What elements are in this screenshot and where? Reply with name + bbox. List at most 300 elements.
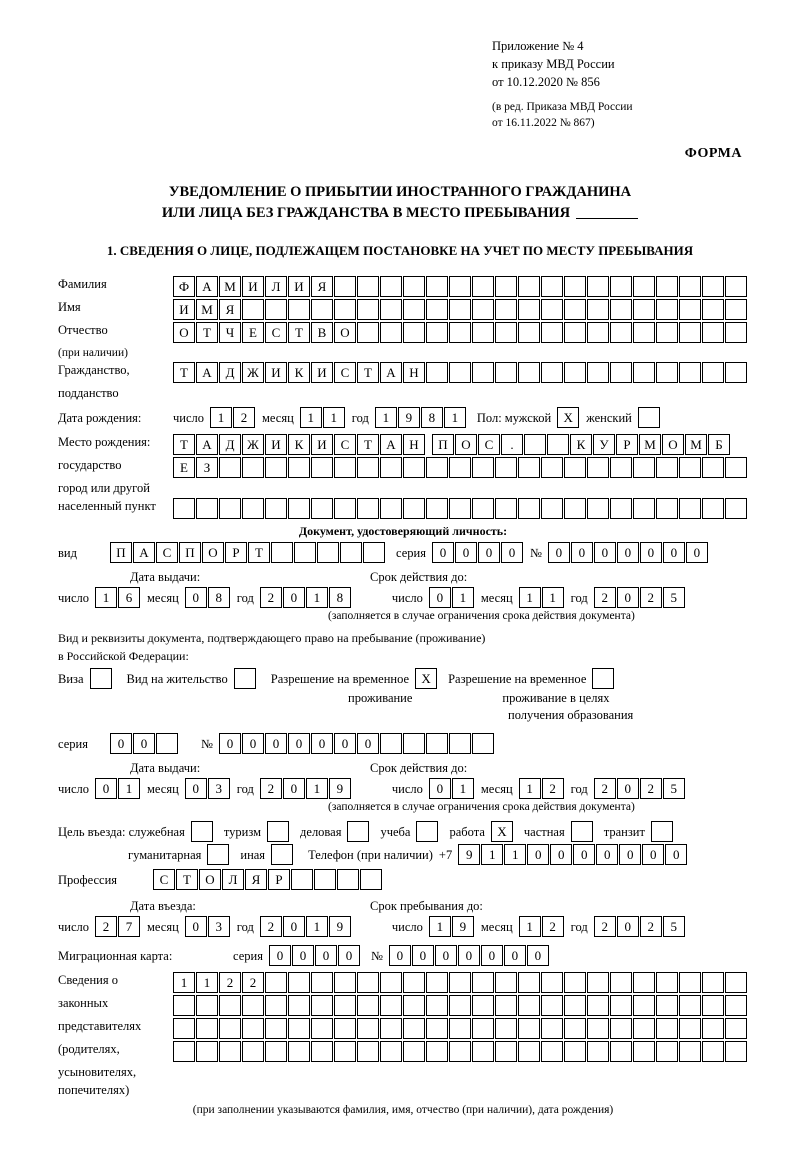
input-migration-number[interactable] [389, 945, 550, 966]
cell[interactable]: П [432, 434, 454, 455]
cell[interactable] [633, 1018, 655, 1039]
cell[interactable]: 2 [640, 587, 662, 608]
cell[interactable] [449, 733, 471, 754]
cell[interactable]: З [196, 457, 218, 478]
cell[interactable] [656, 276, 678, 297]
cell[interactable] [633, 498, 655, 519]
input-doc-valid-year[interactable] [594, 587, 686, 608]
cell[interactable] [357, 276, 379, 297]
cell[interactable]: 0 [219, 733, 241, 754]
cell[interactable]: 1 [519, 587, 541, 608]
cell[interactable]: Ж [242, 362, 264, 383]
cell[interactable] [656, 1041, 678, 1062]
cell[interactable]: Н [403, 434, 425, 455]
cell[interactable]: 0 [288, 733, 310, 754]
cell[interactable] [334, 972, 356, 993]
cell[interactable] [334, 1018, 356, 1039]
cell[interactable] [633, 972, 655, 993]
cell[interactable]: Т [357, 362, 379, 383]
cell[interactable]: 2 [242, 972, 264, 993]
cell[interactable]: К [288, 434, 310, 455]
cell[interactable] [518, 1041, 540, 1062]
cell[interactable] [633, 995, 655, 1016]
cell[interactable]: 1 [306, 778, 328, 799]
cell[interactable] [403, 733, 425, 754]
cell[interactable] [495, 1041, 517, 1062]
input-birth-year[interactable] [375, 407, 467, 428]
cell[interactable] [380, 299, 402, 320]
cell[interactable]: Ф [173, 276, 195, 297]
cell[interactable]: Т [357, 434, 379, 455]
input-permit-issue-day[interactable] [95, 778, 141, 799]
cell[interactable]: Т [196, 322, 218, 343]
cell[interactable]: 0 [501, 542, 523, 563]
cell[interactable]: 1 [118, 778, 140, 799]
cell[interactable]: Т [176, 869, 198, 890]
cell[interactable] [267, 821, 289, 842]
cell[interactable]: 0 [458, 945, 480, 966]
cell[interactable] [495, 457, 517, 478]
cell[interactable] [426, 322, 448, 343]
input-legal-rep-3[interactable] [173, 1018, 748, 1039]
cell[interactable]: И [173, 299, 195, 320]
input-patronymic[interactable] [173, 322, 748, 343]
cell[interactable] [679, 1018, 701, 1039]
input-name[interactable] [173, 299, 748, 320]
cell[interactable] [219, 498, 241, 519]
cell[interactable] [656, 362, 678, 383]
cell[interactable] [472, 1041, 494, 1062]
cell[interactable] [219, 995, 241, 1016]
cell[interactable] [380, 498, 402, 519]
cell[interactable]: Д [219, 434, 241, 455]
cell[interactable] [173, 1018, 195, 1039]
cell[interactable] [541, 322, 563, 343]
cell[interactable]: 7 [118, 916, 140, 937]
cell[interactable]: 1 [519, 916, 541, 937]
cell[interactable] [656, 972, 678, 993]
checkbox-edu-residence[interactable] [592, 668, 615, 689]
cell[interactable] [610, 1041, 632, 1062]
cell[interactable]: Я [219, 299, 241, 320]
cell[interactable]: 0 [596, 844, 618, 865]
cell[interactable] [472, 972, 494, 993]
cell[interactable]: А [380, 362, 402, 383]
cell[interactable] [679, 362, 701, 383]
cell[interactable]: 0 [663, 542, 685, 563]
cell[interactable]: И [265, 434, 287, 455]
cell[interactable] [311, 995, 333, 1016]
cell[interactable] [564, 457, 586, 478]
cell[interactable]: 1 [519, 778, 541, 799]
cell[interactable] [610, 995, 632, 1016]
cell[interactable] [403, 1041, 425, 1062]
cell[interactable] [242, 299, 264, 320]
cell[interactable] [679, 498, 701, 519]
cell[interactable]: Р [616, 434, 638, 455]
cell[interactable]: 1 [323, 407, 345, 428]
cell[interactable]: 1 [196, 972, 218, 993]
cell[interactable]: 1 [300, 407, 322, 428]
cell[interactable]: 0 [640, 542, 662, 563]
cell[interactable] [380, 322, 402, 343]
input-doc-issue-day[interactable] [95, 587, 141, 608]
cell[interactable]: П [179, 542, 201, 563]
cell[interactable] [564, 299, 586, 320]
cell[interactable] [702, 362, 724, 383]
cell[interactable]: 2 [260, 916, 282, 937]
cell[interactable] [242, 457, 264, 478]
cell[interactable] [311, 972, 333, 993]
input-legal-rep-1[interactable] [173, 972, 748, 993]
input-permit-valid-month[interactable] [519, 778, 565, 799]
cell[interactable] [587, 972, 609, 993]
cell[interactable] [495, 498, 517, 519]
cell[interactable]: Б [708, 434, 730, 455]
checkbox-residence-permit[interactable] [234, 668, 257, 689]
cell[interactable]: 2 [260, 778, 282, 799]
cell[interactable] [357, 972, 379, 993]
cell[interactable] [633, 322, 655, 343]
checkbox-purpose-other[interactable] [271, 844, 294, 865]
cell[interactable]: 0 [133, 733, 155, 754]
cell[interactable] [541, 1041, 563, 1062]
cell[interactable] [564, 1041, 586, 1062]
cell[interactable] [337, 869, 359, 890]
cell[interactable]: 5 [663, 916, 685, 937]
input-entry-year[interactable] [260, 916, 352, 937]
cell[interactable]: 3 [208, 916, 230, 937]
cell[interactable] [357, 498, 379, 519]
input-doc-valid-month[interactable] [519, 587, 565, 608]
cell[interactable] [679, 299, 701, 320]
cell[interactable] [357, 322, 379, 343]
cell[interactable]: Л [265, 276, 287, 297]
cell[interactable] [317, 542, 339, 563]
input-doc-valid-day[interactable] [429, 587, 475, 608]
cell[interactable] [541, 362, 563, 383]
cell[interactable] [610, 1018, 632, 1039]
cell[interactable] [472, 362, 494, 383]
cell[interactable] [592, 668, 614, 689]
cell[interactable]: 6 [118, 587, 140, 608]
cell[interactable]: 0 [481, 945, 503, 966]
input-birthplace-city-line3[interactable] [173, 498, 748, 519]
input-permit-valid-day[interactable] [429, 778, 475, 799]
cell[interactable] [564, 995, 586, 1016]
cell[interactable]: А [196, 362, 218, 383]
cell[interactable]: 1 [481, 844, 503, 865]
cell[interactable] [449, 322, 471, 343]
cell[interactable] [679, 322, 701, 343]
cell[interactable]: 1 [452, 587, 474, 608]
cell[interactable] [90, 668, 112, 689]
cell[interactable] [403, 498, 425, 519]
cell[interactable]: О [202, 542, 224, 563]
cell[interactable] [702, 498, 724, 519]
cell[interactable]: 1 [375, 407, 397, 428]
cell[interactable] [587, 457, 609, 478]
cell[interactable] [656, 322, 678, 343]
cell[interactable] [288, 972, 310, 993]
cell[interactable] [702, 972, 724, 993]
cell[interactable] [196, 1018, 218, 1039]
input-birth-day[interactable] [210, 407, 256, 428]
cell[interactable]: И [311, 362, 333, 383]
cell[interactable] [564, 1018, 586, 1039]
cell[interactable] [633, 1041, 655, 1062]
cell[interactable]: Е [173, 457, 195, 478]
cell[interactable] [725, 1018, 747, 1039]
cell[interactable]: 2 [594, 778, 616, 799]
cell[interactable]: У [593, 434, 615, 455]
cell[interactable] [656, 457, 678, 478]
cell[interactable] [725, 299, 747, 320]
cell[interactable]: 0 [550, 844, 572, 865]
cell[interactable]: 9 [452, 916, 474, 937]
cell[interactable] [587, 276, 609, 297]
cell[interactable] [265, 1041, 287, 1062]
cell[interactable] [311, 457, 333, 478]
cell[interactable] [518, 995, 540, 1016]
cell[interactable] [334, 1041, 356, 1062]
input-stay-month[interactable] [519, 916, 565, 937]
cell[interactable] [380, 457, 402, 478]
cell[interactable] [725, 457, 747, 478]
cell[interactable]: Ч [219, 322, 241, 343]
cell[interactable] [357, 1018, 379, 1039]
cell[interactable] [265, 995, 287, 1016]
cell[interactable] [380, 733, 402, 754]
cell[interactable]: 0 [665, 844, 687, 865]
cell[interactable]: А [133, 542, 155, 563]
cell[interactable] [403, 276, 425, 297]
cell[interactable] [288, 1018, 310, 1039]
cell[interactable]: 0 [642, 844, 664, 865]
cell[interactable] [725, 498, 747, 519]
checkbox-purpose-study[interactable] [416, 821, 439, 842]
cell[interactable] [347, 821, 369, 842]
cell[interactable] [311, 299, 333, 320]
cell[interactable]: 0 [527, 844, 549, 865]
cell[interactable] [288, 1041, 310, 1062]
cell[interactable] [587, 1018, 609, 1039]
cell[interactable]: 9 [329, 916, 351, 937]
cell[interactable]: А [196, 434, 218, 455]
cell[interactable] [334, 276, 356, 297]
cell[interactable] [334, 457, 356, 478]
input-citizenship[interactable] [173, 362, 748, 383]
cell[interactable] [196, 995, 218, 1016]
cell[interactable] [288, 498, 310, 519]
input-permit-series[interactable] [110, 733, 179, 754]
checkbox-purpose-private[interactable] [571, 821, 594, 842]
cell[interactable] [449, 276, 471, 297]
cell[interactable] [541, 457, 563, 478]
cell[interactable] [334, 995, 356, 1016]
cell[interactable] [495, 299, 517, 320]
cell[interactable]: 0 [185, 916, 207, 937]
cell[interactable] [449, 1041, 471, 1062]
cell[interactable]: 0 [435, 945, 457, 966]
cell[interactable] [449, 299, 471, 320]
cell[interactable] [587, 362, 609, 383]
cell[interactable]: С [478, 434, 500, 455]
cell[interactable] [403, 972, 425, 993]
cell[interactable]: Д [219, 362, 241, 383]
cell[interactable] [288, 457, 310, 478]
cell[interactable]: Е [242, 322, 264, 343]
cell[interactable]: 1 [452, 778, 474, 799]
cell[interactable] [633, 299, 655, 320]
cell[interactable]: Т [288, 322, 310, 343]
cell[interactable]: 0 [429, 587, 451, 608]
cell[interactable] [587, 322, 609, 343]
cell[interactable] [518, 972, 540, 993]
cell[interactable] [518, 457, 540, 478]
cell[interactable] [725, 1041, 747, 1062]
cell[interactable]: Р [225, 542, 247, 563]
cell[interactable]: Т [173, 362, 195, 383]
cell[interactable] [472, 498, 494, 519]
cell[interactable]: 5 [663, 587, 685, 608]
cell[interactable]: М [196, 299, 218, 320]
cell[interactable] [495, 276, 517, 297]
cell[interactable] [288, 995, 310, 1016]
cell[interactable] [610, 498, 632, 519]
cell[interactable]: 0 [242, 733, 264, 754]
cell[interactable] [426, 457, 448, 478]
cell[interactable] [518, 276, 540, 297]
cell[interactable] [638, 407, 660, 428]
cell[interactable] [242, 498, 264, 519]
cell[interactable] [679, 1041, 701, 1062]
cell[interactable] [357, 457, 379, 478]
cell[interactable]: 1 [210, 407, 232, 428]
cell[interactable]: Н [403, 362, 425, 383]
input-phone[interactable] [458, 844, 688, 865]
cell[interactable] [587, 995, 609, 1016]
cell[interactable]: 0 [619, 844, 641, 865]
cell[interactable] [656, 498, 678, 519]
cell[interactable] [702, 1018, 724, 1039]
checkbox-purpose-humanitarian[interactable] [207, 844, 230, 865]
cell[interactable] [196, 1041, 218, 1062]
cell[interactable] [449, 972, 471, 993]
cell[interactable]: К [570, 434, 592, 455]
cell[interactable] [472, 322, 494, 343]
cell[interactable] [380, 972, 402, 993]
cell[interactable] [679, 276, 701, 297]
cell[interactable]: С [265, 322, 287, 343]
cell[interactable]: М [685, 434, 707, 455]
cell[interactable] [380, 1018, 402, 1039]
cell[interactable] [656, 299, 678, 320]
cell[interactable] [495, 995, 517, 1016]
cell[interactable]: М [639, 434, 661, 455]
cell[interactable]: И [242, 276, 264, 297]
cell[interactable] [541, 276, 563, 297]
input-legal-rep-2[interactable] [173, 995, 748, 1016]
cell[interactable]: С [153, 869, 175, 890]
cell[interactable]: 0 [527, 945, 549, 966]
cell[interactable]: 3 [208, 778, 230, 799]
cell[interactable] [702, 995, 724, 1016]
cell[interactable]: 0 [686, 542, 708, 563]
cell[interactable] [587, 1041, 609, 1062]
cell[interactable] [426, 995, 448, 1016]
cell[interactable]: . [501, 434, 523, 455]
checkbox-purpose-tourism[interactable] [267, 821, 290, 842]
cell[interactable]: С [334, 362, 356, 383]
cell[interactable]: 5 [663, 778, 685, 799]
cell[interactable]: 2 [233, 407, 255, 428]
cell[interactable] [610, 322, 632, 343]
cell[interactable] [426, 299, 448, 320]
cell[interactable] [633, 362, 655, 383]
cell[interactable]: 0 [389, 945, 411, 966]
cell[interactable] [541, 1018, 563, 1039]
cell[interactable] [219, 457, 241, 478]
cell[interactable] [288, 299, 310, 320]
cell[interactable]: Х [557, 407, 579, 428]
input-migration-series[interactable] [269, 945, 361, 966]
cell[interactable]: Л [222, 869, 244, 890]
cell[interactable] [334, 299, 356, 320]
cell[interactable] [403, 457, 425, 478]
cell[interactable]: 9 [329, 778, 351, 799]
checkbox-male[interactable] [557, 407, 580, 428]
checkbox-purpose-work[interactable] [491, 821, 514, 842]
input-legal-rep-4[interactable] [173, 1041, 748, 1062]
cell[interactable] [449, 362, 471, 383]
input-doc-issue-year[interactable] [260, 587, 352, 608]
cell[interactable] [656, 1018, 678, 1039]
cell[interactable] [541, 299, 563, 320]
cell[interactable] [472, 995, 494, 1016]
cell[interactable]: 8 [208, 587, 230, 608]
cell[interactable] [610, 362, 632, 383]
cell[interactable] [242, 1041, 264, 1062]
cell[interactable] [426, 498, 448, 519]
cell[interactable] [495, 972, 517, 993]
cell[interactable]: 2 [260, 587, 282, 608]
cell[interactable] [524, 434, 546, 455]
cell[interactable]: 2 [594, 587, 616, 608]
cell[interactable]: И [265, 362, 287, 383]
cell[interactable]: А [196, 276, 218, 297]
cell[interactable]: Ж [242, 434, 264, 455]
cell[interactable] [416, 821, 438, 842]
cell[interactable]: 9 [398, 407, 420, 428]
cell[interactable]: 0 [269, 945, 291, 966]
cell[interactable] [725, 995, 747, 1016]
cell[interactable]: 2 [594, 916, 616, 937]
input-doc-number[interactable] [548, 542, 709, 563]
cell[interactable]: 8 [421, 407, 443, 428]
checkbox-female[interactable] [638, 407, 661, 428]
cell[interactable] [403, 299, 425, 320]
cell[interactable] [196, 498, 218, 519]
cell[interactable] [380, 276, 402, 297]
cell[interactable] [242, 1018, 264, 1039]
cell[interactable] [518, 362, 540, 383]
input-profession[interactable] [153, 869, 383, 890]
cell[interactable]: О [199, 869, 221, 890]
cell[interactable] [219, 1018, 241, 1039]
cell[interactable]: 0 [357, 733, 379, 754]
cell[interactable]: 0 [292, 945, 314, 966]
